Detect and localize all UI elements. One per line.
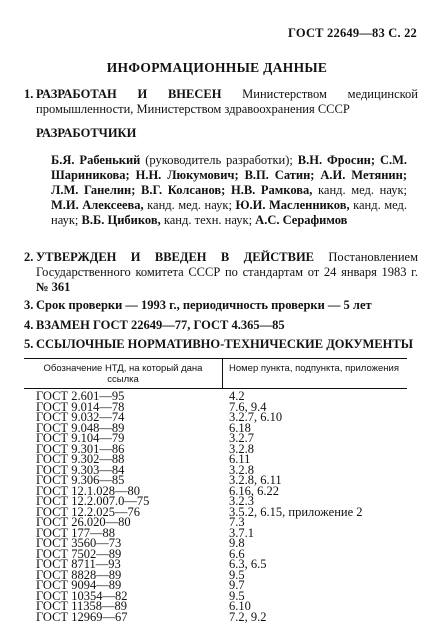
reference-document: ГОСТ 9.014—78 (36, 399, 125, 414)
developer-name: А.И. Метянин; (320, 168, 407, 182)
reference-table-header (24, 358, 407, 389)
reference-clause: 3.2.8 (229, 441, 254, 456)
reference-document: ГОСТ 26.020—80 (36, 515, 131, 529)
reference-document: ГОСТ 12969—67 (36, 609, 128, 624)
developer-name: В.Б. Цибиков, (81, 213, 161, 227)
section-1-number: 1. (24, 87, 34, 101)
reference-document: ГОСТ 9.303—84 (36, 462, 125, 477)
reference-clause: 3.2.8, 6.11 (229, 473, 282, 487)
section-2-lead: УТВЕРЖДЕН И ВВЕДЕН В ДЕЙСТВИЕ (36, 250, 315, 264)
section-5-number: 5. (24, 337, 34, 351)
developer-note: канд. мед. наук; (143, 198, 236, 212)
reference-clause: 7.6, 9.4 (229, 399, 267, 414)
section-3-text: Срок проверки — 1993 г., периодичность проверки — 5 лет (36, 298, 372, 312)
developer-note: канд. мед. наук; (51, 198, 407, 227)
reference-document: ГОСТ 11358—89 (36, 599, 127, 613)
developer-name: В.Г. Колсанов; (141, 183, 226, 197)
reference-document: ГОСТ 7502—89 (36, 546, 122, 561)
section-1-lead: РАЗРАБОТАН И ВНЕСЕН (36, 87, 222, 101)
reference-clause: 9.5 (229, 567, 245, 582)
reference-clause: 3.2.3 (229, 494, 254, 508)
developer-name: Н.Н. Люкумович; (135, 168, 239, 182)
developer-name: Л.М. Ганелин; (51, 183, 136, 197)
reference-clause: 3.2.8 (229, 462, 254, 477)
reference-document: ГОСТ 9.306—85 (36, 473, 125, 487)
developers-label: РАЗРАБОТЧИКИ (36, 126, 137, 140)
developer-note: канд. мед. наук; (312, 183, 408, 197)
reference-document: ГОСТ 9.301—86 (36, 441, 125, 456)
reference-clause: 3.2.7 (229, 431, 254, 445)
column-header-document: Обозначение НТД, на который дана ссылка (24, 359, 223, 389)
developer-name: В.П. Сатин; (244, 168, 315, 182)
reference-document: ГОСТ 8828—89 (36, 567, 122, 582)
reference-document: ГОСТ 3560—73 (36, 536, 122, 550)
reference-clause: 3.5.2, 6.15, приложение 2 (229, 504, 363, 519)
reference-document: ГОСТ 9094—89 (36, 578, 122, 592)
column-header-clause: Номер пункта, подпункта, приложения (223, 359, 408, 389)
reference-document: ГОСТ 8711—93 (36, 557, 121, 571)
section-4-text: ВЗАМЕН ГОСТ 22649—77, ГОСТ 4.365—85 (36, 318, 285, 332)
developer-name: Б.Я. Рабенький (51, 153, 141, 167)
section-5-text: ССЫЛОЧНЫЕ НОРМАТИВНО-ТЕХНИЧЕСКИЕ ДОКУМЕНТЫ (36, 337, 413, 351)
section-2-tail: № 361 (36, 280, 71, 294)
developer-name: Ю.И. Масленников, (235, 198, 350, 212)
section-2 (24, 250, 418, 295)
developer-name: А.С. Серафимов (255, 213, 348, 227)
developer-name: Н.В. Рамкова, (230, 183, 313, 197)
reference-clause: 6.3, 6.5 (229, 557, 267, 571)
section-3-number: 3. (24, 298, 34, 312)
section-5 (24, 337, 418, 352)
reference-clause: 6.11 (229, 452, 251, 466)
developer-name: М.И. Алексеева, (51, 198, 144, 212)
section-1 (24, 87, 418, 117)
reference-document: ГОСТ 9.048—89 (36, 420, 125, 435)
reference-table-body (24, 391, 407, 622)
table-header-row (24, 359, 407, 389)
reference-document: ГОСТ 2.601—95 (36, 389, 125, 403)
table-row (24, 609, 407, 624)
developers-list (51, 153, 407, 228)
reference-document: ГОСТ 9.032—74 (36, 410, 125, 424)
reference-document: ГОСТ 9.104—79 (36, 431, 125, 445)
reference-document: ГОСТ 177—88 (36, 525, 115, 540)
developer-note: канд. техн. наук; (160, 213, 256, 227)
reference-clause: 4.2 (229, 389, 245, 403)
reference-clause: 6.16, 6.22 (229, 483, 279, 498)
reference-clause: 9.5 (229, 588, 245, 603)
reference-clause: 3.2.7, 6.10 (229, 410, 283, 424)
reference-document: ГОСТ 9.302—88 (36, 452, 125, 466)
reference-clause: 7.3 (229, 515, 245, 529)
section-1-text: Министерством медицинской промышленности, Министерством здравоохранения СССР (36, 87, 418, 116)
section-3 (24, 298, 418, 313)
developer-name: В.Н. Фросин; (297, 153, 376, 167)
page-title: ИНФОРМАЦИОННЫЕ ДАННЫЕ (106, 60, 328, 75)
reference-clause: 9.7 (229, 578, 245, 592)
section-4 (24, 318, 418, 333)
reference-clause: 7.2, 9.2 (229, 609, 267, 624)
reference-clause: 6.18 (229, 420, 251, 435)
reference-document: ГОСТ 12.1.028—80 (36, 483, 140, 498)
developer-note: (руководитель разработки); (140, 153, 298, 167)
section-4-number: 4. (24, 318, 34, 332)
reference-clause: 9.8 (229, 536, 245, 550)
reference-clause: 6.6 (229, 546, 245, 561)
section-2-text: Постановлением Государственного комитета СССР по стандартам от 24 января 1983 г. (36, 250, 418, 279)
reference-document: ГОСТ 12.2.025—76 (36, 504, 140, 519)
reference-document: ГОСТ 10354—82 (36, 588, 128, 603)
reference-clause: 3.7.1 (229, 525, 254, 540)
developer-name: С.М. Шариникова; (51, 153, 408, 182)
reference-document: ГОСТ 12.2.007.0—75 (36, 494, 150, 508)
reference-clause: 6.10 (229, 599, 251, 613)
page-header: ГОСТ 22649—83 С. 22 (288, 26, 417, 40)
section-2-number: 2. (24, 250, 34, 264)
